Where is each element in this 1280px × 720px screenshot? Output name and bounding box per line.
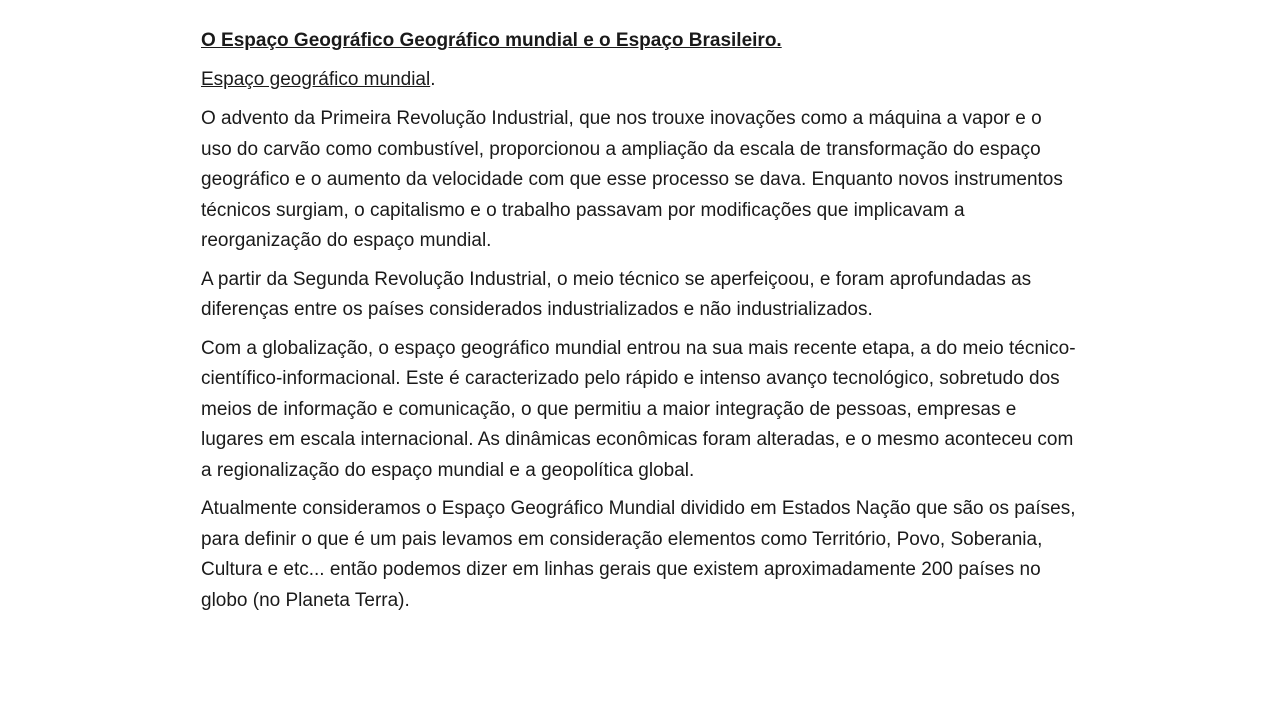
paragraph-globalization: Com a globalização, o espaço geográfico mundial entrou na sua mais recente etapa, a do meio técnico-científico-informacional. Este é caracterizado pelo rápido e intenso avanço tecnológico, sobretudo dos meios de informação e comunicação, o que permitiu a maior integração de pessoas, empresas e lugares em escala internacional. As dinâmicas econômicas foram alteradas, e o mesmo aconteceu com a regionalização do espaço mundial e a geopolítica global. — [201, 337, 1076, 481]
section-heading — [201, 65, 1076, 95]
section-heading-text: Espaço geográfico mundial — [201, 69, 431, 90]
section-heading-punctuation: . — [430, 69, 436, 90]
paragraph-first-industrial-revolution: O advento da Primeira Revolução Industrial, que nos trouxe inovações como a máquina a vapor e o uso do carvão como combustível, proporcionou a ampliação da escala de transformação do espaço geográfico e o aumento da velocidade com que esse processo se dava. Enquanto novos instrumentos técnicos surgiam, o capitalismo e o trabalho passavam por modificações que implicavam a reorganização do espaço mundial. — [201, 108, 1063, 251]
document-body — [201, 26, 1076, 624]
document-title: O Espaço Geográfico Geográfico mundial e o Espaço Brasileiro. — [201, 30, 782, 51]
paragraph-second-industrial-revolution: A partir da Segunda Revolução Industrial, o meio técnico se aperfeiçoou, e foram aprofundadas as diferenças entre os países considerados industrializados e não industrializados. — [201, 268, 1032, 320]
paragraph-nation-states: Atualmente consideramos o Espaço Geográfico Mundial dividido em Estados Nação que são os países, para definir o que é um pais levamos em consideração elementos como Território, Povo, Soberania, Cultura e etc... então podemos dizer em linhas gerais que existem aproximadamente 200 países no globo (no Planeta Terra). — [201, 498, 1076, 611]
